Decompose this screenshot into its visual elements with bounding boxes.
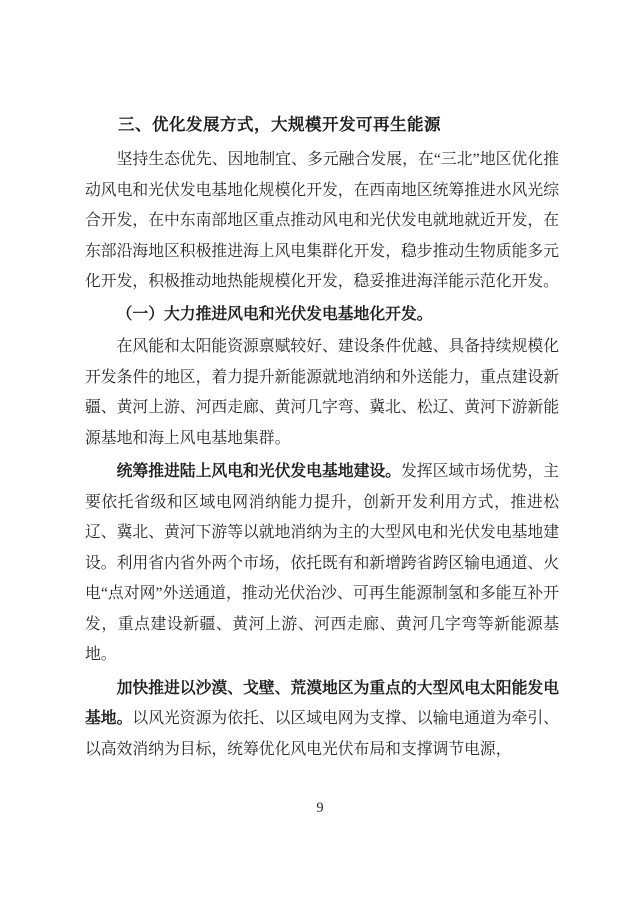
paragraph-base-development-text: 在风能和太阳能资源禀赋较好、建设条件优越、具备持续规模化开发条件的地区，着力提升新能源就地消纳和外送能力，重点建设新疆、黄河上游、河西走廊、黄河几字弯、冀北、松辽、黄河下游新能源基地和海上风电基地集群。 [85, 338, 559, 447]
paragraph-base-development [85, 332, 559, 454]
subsection-heading [85, 300, 559, 331]
paragraph-onshore-bases [85, 457, 559, 671]
subsection-heading-text: （一）大力推进风电和光伏发电基地化开发。 [116, 305, 433, 323]
page-number: 9 [316, 800, 324, 816]
paragraph-onshore-bases-lead: 统筹推进陆上风电和光伏发电基地建设。 [116, 463, 401, 480]
paragraph-overview-text: 坚持生态优先、因地制宜、多元融合发展，在“三北”地区优化推动风电和光伏发电基地化规模化开发，在西南地区统筹推进水风光综合开发，在中东南部地区重点推动风电和光伏发电就地就近开发，在东部沿海地区积极推进海上风电集群化开发，稳步推动生物质能多元化开发，积极推动地热能规模化开发，稳妥推进海洋能示范化开发。 [85, 151, 559, 290]
paragraph-desert-bases-lead: 加快推进以沙漠、戈壁、荒漠地区为重点的大型风电太阳能发电基地。 [85, 679, 559, 727]
section-heading: 三、优化发展方式，大规模开发可再生能源 [118, 116, 441, 134]
paragraph-overview [85, 145, 559, 298]
paragraph-desert-bases [85, 674, 559, 766]
paragraph-onshore-bases-text: 发挥区域市场优势，主要依托省级和区域电网消纳能力提升，创新开发利用方式，推进松辽、冀北、黄河下游等以就地消纳为主的大型风电和光伏发电基地建设。利用省内省外两个市场，依托既有和新增跨省跨区输电通道、火电“点对网”外送通道，推动光伏治沙、可再生能源制氢和多能互补开发，重点建设新疆、黄河上游、河西走廊、黄河几字弯等新能源基地。 [85, 463, 559, 663]
paragraph-desert-bases-text: 以风光资源为依托、以区域电网为支撑、以输电通道为牵引、以高效消纳为目标，统筹优化风电光伏布局和支撑调节电源， [85, 710, 559, 758]
document-content [85, 110, 559, 765]
